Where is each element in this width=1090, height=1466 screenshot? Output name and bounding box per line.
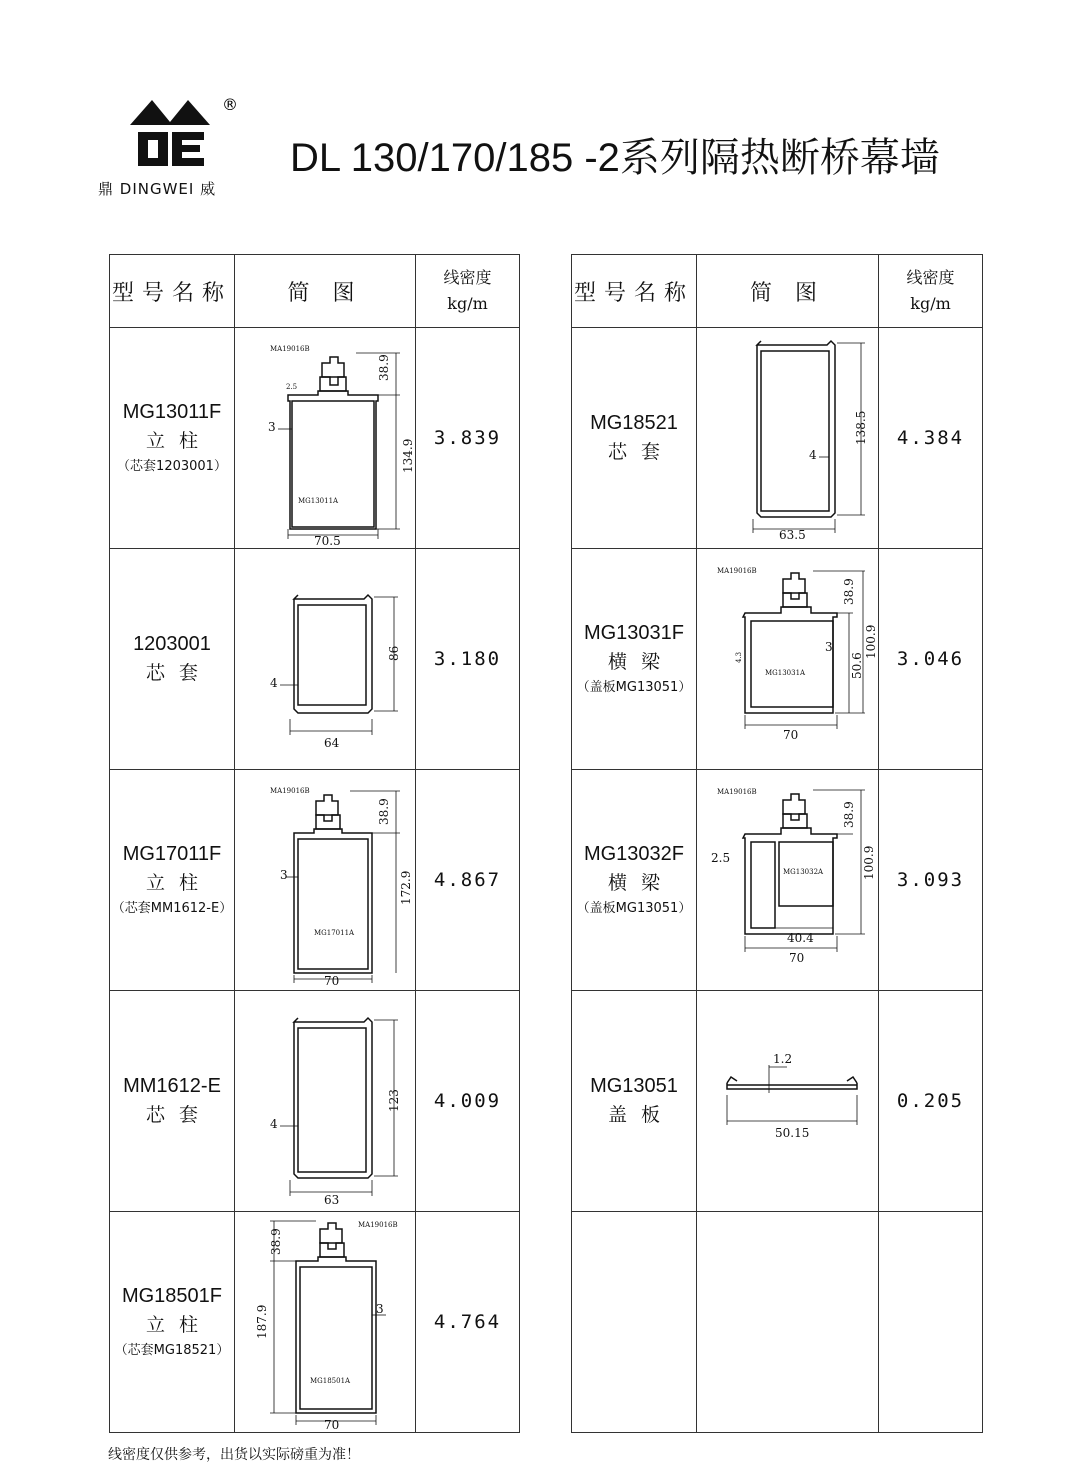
- table-row: [110, 328, 520, 549]
- density-cell: 4.009: [416, 991, 520, 1212]
- profile-drawing: [697, 1212, 879, 1433]
- svg-text:64: 64: [324, 736, 340, 750]
- svg-text:MG13032A: MG13032A: [782, 868, 823, 876]
- header-model: 型号名称: [572, 255, 697, 328]
- profile-drawing: [697, 328, 879, 549]
- density-cell: 4.764: [416, 1212, 520, 1433]
- svg-text:70.5: 70.5: [314, 534, 341, 548]
- table-row: [110, 549, 520, 770]
- svg-text:4: 4: [808, 448, 817, 462]
- svg-text:187.9: 187.9: [255, 1304, 269, 1339]
- model-cell: 1203001 芯套: [110, 549, 235, 770]
- svg-text:38.9: 38.9: [841, 578, 856, 605]
- header-model: 型号名称: [110, 255, 235, 328]
- header-density: 线密度 kg/m: [879, 255, 983, 328]
- svg-text:50.6: 50.6: [849, 652, 864, 679]
- header-drawing: 简 图: [235, 255, 416, 328]
- svg-text:2.5: 2.5: [286, 383, 298, 391]
- svg-text:70: 70: [324, 974, 340, 988]
- svg-text:86: 86: [387, 645, 401, 661]
- profile-drawing: [697, 549, 879, 770]
- svg-text:1.2: 1.2: [772, 1052, 792, 1066]
- table-row: [572, 991, 983, 1212]
- cover-plate-profile-drawing: [703, 1041, 873, 1161]
- registered-mark: ®: [222, 95, 238, 114]
- page-title: DL 130/170/185 -2系列隔热断桥幕墙: [290, 136, 940, 180]
- density-cell: 0.205: [879, 991, 983, 1212]
- profile-drawing: [697, 991, 879, 1212]
- svg-text:38.9: 38.9: [269, 1227, 283, 1255]
- density-cell: [879, 1212, 983, 1433]
- svg-text:MG18501A: MG18501A: [310, 1376, 351, 1385]
- model-cell: MG13032F 横梁 （盖板MG13051）: [572, 770, 697, 991]
- right-spec-table: [571, 254, 983, 1433]
- table-row: [572, 1212, 983, 1433]
- model-cell: MG17011F 立柱 （芯套MM1612-E）: [110, 770, 235, 991]
- transom-profile-drawing: [703, 780, 876, 980]
- left-spec-table: [109, 254, 520, 1433]
- model-cell: MG18521 芯套: [572, 328, 697, 549]
- model-cell: MG18501F 立柱 （芯套MG18521）: [110, 1212, 235, 1433]
- svg-text:3: 3: [268, 420, 276, 434]
- model-cell: MG13011F 立柱 （芯套1203001）: [110, 328, 235, 549]
- profile-drawing: [235, 328, 416, 549]
- profile-drawing: [235, 991, 416, 1212]
- svg-text:MA19016B: MA19016B: [716, 788, 757, 796]
- svg-text:MA19016B: MA19016B: [270, 787, 310, 795]
- density-cell: 4.867: [416, 770, 520, 991]
- svg-text:40.4: 40.4: [786, 931, 814, 945]
- svg-text:4: 4: [270, 676, 278, 690]
- insert-profile-drawing: [240, 559, 410, 759]
- insert-profile-drawing: [240, 996, 410, 1206]
- svg-text:MG17011A: MG17011A: [314, 929, 355, 937]
- insert-profile-drawing: [703, 333, 873, 543]
- density-cell: 4.384: [879, 328, 983, 549]
- profile-drawing: [235, 770, 416, 991]
- svg-text:MG13031A: MG13031A: [764, 669, 805, 677]
- transom-profile-drawing: [703, 559, 878, 759]
- svg-text:3: 3: [376, 1301, 384, 1316]
- model-cell: MM1612-E 芯套: [110, 991, 235, 1212]
- svg-text:70: 70: [782, 728, 798, 742]
- svg-text:63.5: 63.5: [778, 528, 806, 542]
- svg-text:100.9: 100.9: [861, 845, 876, 880]
- svg-text:MA19016B: MA19016B: [358, 1220, 398, 1229]
- density-cell: 3.046: [879, 549, 983, 770]
- table-row: [572, 549, 983, 770]
- svg-text:4.3: 4.3: [734, 651, 743, 663]
- model-cell: MG13051 盖板: [572, 991, 697, 1212]
- footer-note: 线密度仅供参考，出货以实际磅重为准！: [108, 1447, 360, 1463]
- svg-text:4: 4: [270, 1117, 278, 1131]
- table-row: [110, 1212, 520, 1433]
- table-row: [572, 770, 983, 991]
- svg-text:3: 3: [824, 640, 833, 654]
- svg-text:63: 63: [324, 1193, 340, 1207]
- table-row: [572, 328, 983, 549]
- svg-text:70: 70: [324, 1417, 340, 1432]
- svg-text:38.9: 38.9: [841, 801, 856, 828]
- svg-text:50.15: 50.15: [774, 1126, 809, 1140]
- brand-name: 鼎 DINGWEI 威: [98, 180, 217, 198]
- density-cell: 3.839: [416, 328, 520, 549]
- header-drawing: 简 图: [697, 255, 879, 328]
- table-row: [110, 991, 520, 1212]
- profile-drawing: [235, 549, 416, 770]
- density-cell: 3.093: [879, 770, 983, 991]
- profile-drawing: [697, 770, 879, 991]
- svg-text:100.9: 100.9: [863, 624, 878, 659]
- svg-text:38.9: 38.9: [377, 798, 391, 825]
- svg-text:138.5: 138.5: [853, 410, 868, 445]
- mullion-profile-drawing: [240, 775, 413, 988]
- model-cell: MG13031F 横梁 （盖板MG13051）: [572, 549, 697, 770]
- table-row: [110, 770, 520, 991]
- svg-text:MA19016B: MA19016B: [270, 345, 310, 353]
- density-cell: 3.180: [416, 549, 520, 770]
- mullion-profile-drawing: [240, 1215, 410, 1430]
- header-density: 线密度 kg/m: [416, 255, 520, 328]
- model-cell: [572, 1212, 697, 1433]
- svg-text:MG13011A: MG13011A: [298, 497, 339, 505]
- svg-text:70: 70: [788, 951, 804, 965]
- svg-text:38.9: 38.9: [377, 354, 391, 381]
- profile-drawing: [235, 1212, 416, 1433]
- svg-text:172.9: 172.9: [399, 870, 413, 905]
- svg-text:2.5: 2.5: [710, 851, 730, 865]
- svg-text:134.9: 134.9: [401, 438, 415, 473]
- mullion-profile-drawing: [240, 333, 415, 548]
- svg-text:123: 123: [387, 1089, 401, 1112]
- svg-text:3: 3: [280, 868, 288, 882]
- svg-text:MA19016B: MA19016B: [716, 567, 757, 575]
